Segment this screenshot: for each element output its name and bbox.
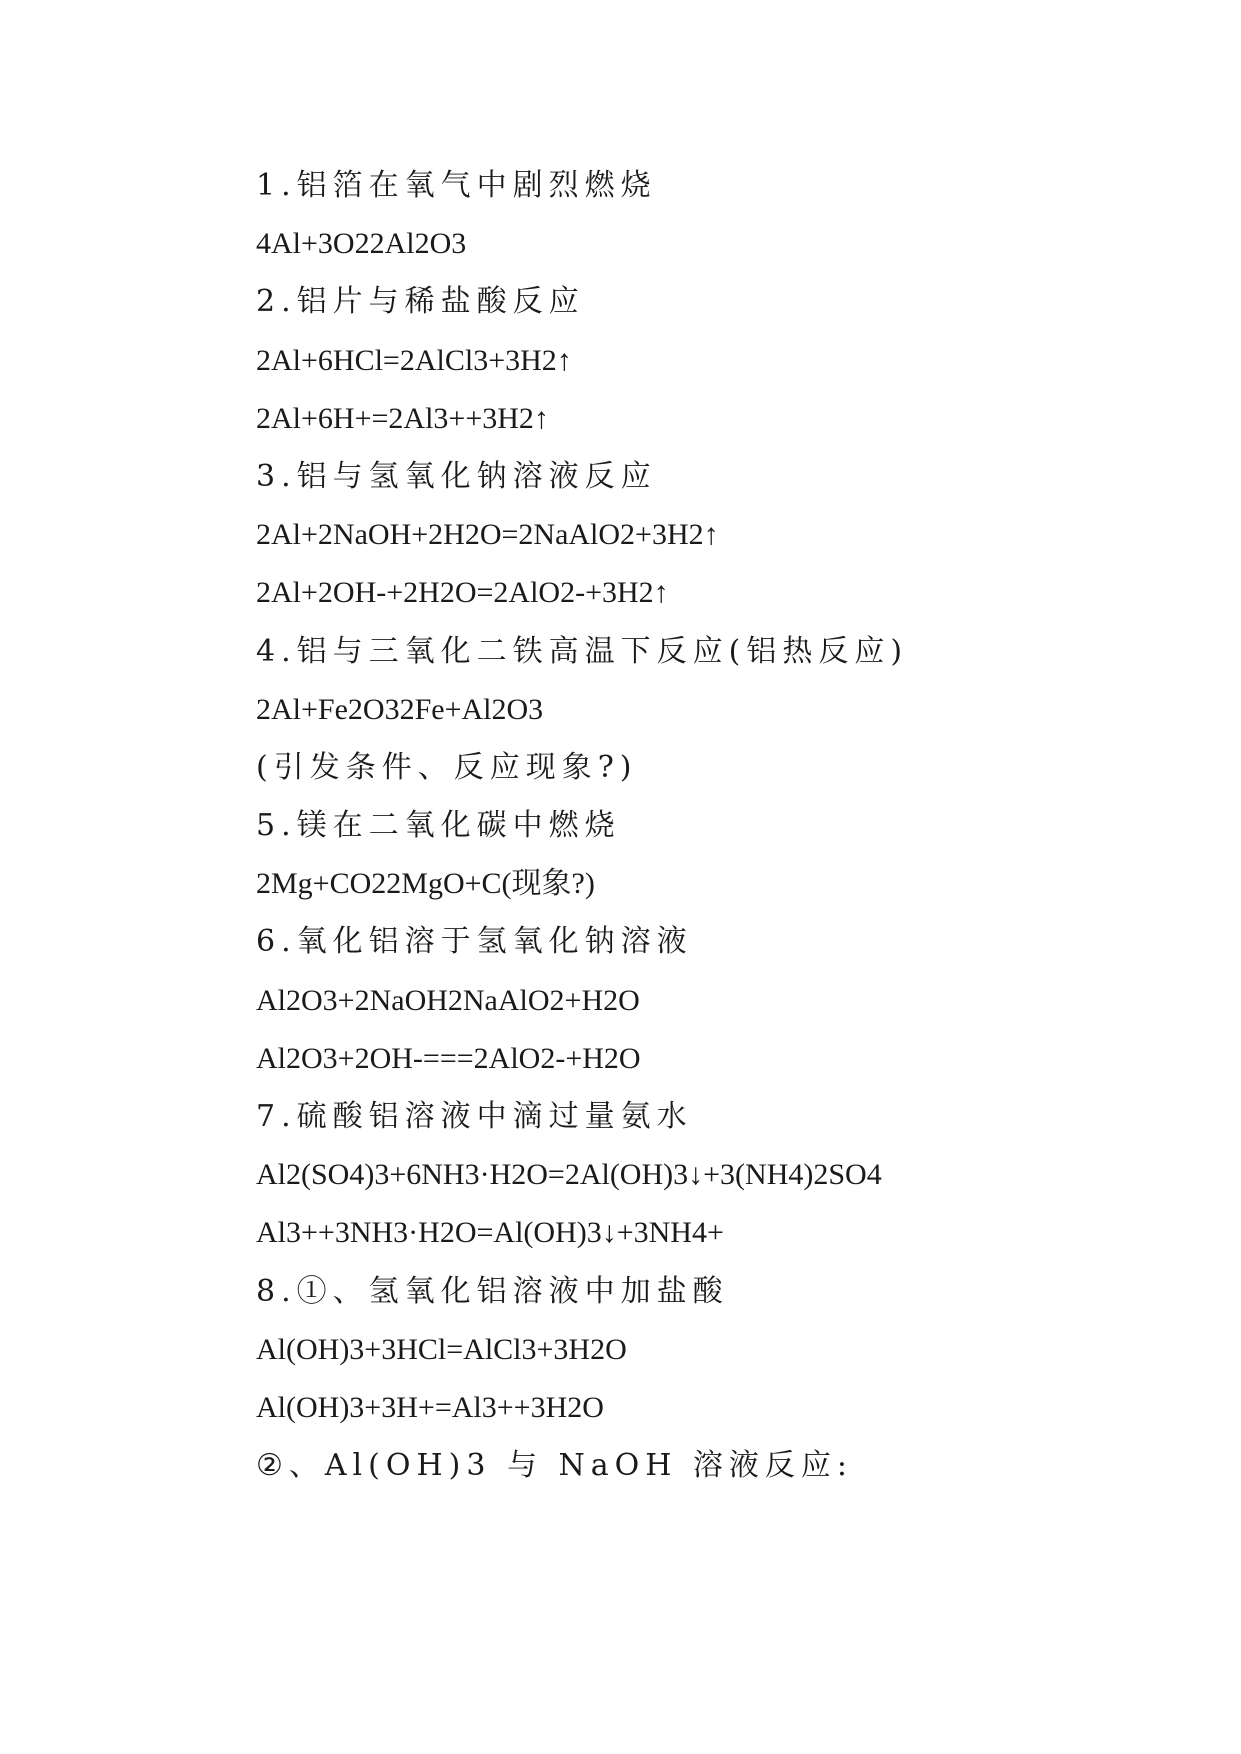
section-1-title: 1.铝箔在氧气中剧烈燃烧 [256, 168, 657, 203]
equation-line: 2Al+2OH-+2H2O=2AlO2-+3H2↑ [256, 576, 669, 610]
equation-line: Al2O3+2NaOH2NaAlO2+H2O [256, 983, 640, 1017]
equation-line: Al(OH)3+3HCl=AlCl3+3H2O [256, 1332, 627, 1366]
section-6-title: 6.氧化铝溶于氢氧化钠溶液 [256, 924, 693, 960]
equation-line: Al2O3+2OH-===2AlO2-+H2O [256, 1041, 641, 1075]
section-7-title: 7.硫酸铝溶液中滴过量氨水 [256, 1099, 693, 1134]
section-3-title: 3.铝与氢氧化钠溶液反应 [256, 458, 657, 494]
equation-line: 2Mg+CO22MgO+C(现象?) [256, 867, 595, 901]
equation-line: Al(OH)3+3H+=Al3++3H2O [256, 1390, 604, 1424]
equation-line: 2Al+6HCl=2AlCl3+3H2↑ [256, 343, 572, 377]
equation-line: 2Al+2NaOH+2H2O=2NaAlO2+3H2↑ [256, 518, 719, 552]
section-5-title: 5.镁在二氧化碳中燃烧 [256, 808, 621, 844]
equation-line: 2Al+6H+=2Al3++3H2↑ [256, 401, 549, 435]
equation-line: Al3++3NH3·H2O=Al(OH)3↓+3NH4+ [256, 1216, 724, 1250]
section-8-subtitle: ②、Al(OH)3 与 NaOH 溶液反应: [256, 1448, 854, 1484]
equation-line: 2Al+Fe2O32Fe+Al2O3 [256, 692, 544, 726]
section-4-title: 4.铝与三氧化二铁高温下反应(铝热反应) [256, 633, 909, 669]
section-8-title: 8.①、氢氧化铝溶液中加盐酸 [256, 1273, 729, 1309]
question-note: (引发条件、反应现象?) [256, 749, 638, 785]
equation-line: Al2(SO4)3+6NH3·H2O=2Al(OH)3↓+3(NH4)2SO4 [256, 1158, 882, 1192]
document-body [256, 157, 1156, 1495]
equation-line: 4Al+3O22Al2O3 [256, 227, 467, 261]
section-2-title: 2.铝片与稀盐酸反应 [256, 284, 585, 320]
